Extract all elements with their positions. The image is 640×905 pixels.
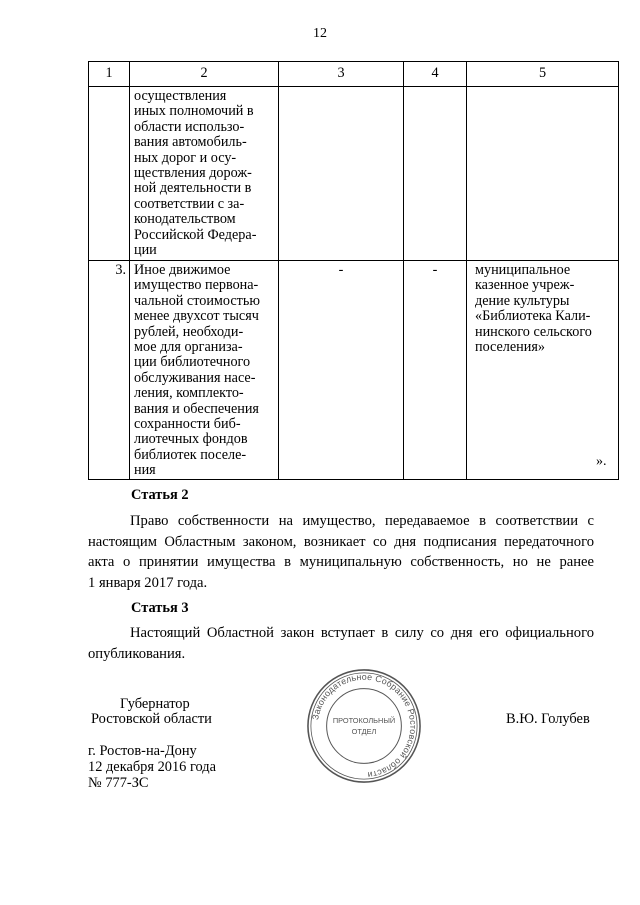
- cell-empty: [467, 87, 619, 261]
- text-line: вания и обеспечения: [134, 400, 259, 417]
- header-col-4: 4: [404, 62, 467, 87]
- cell-dash: -: [279, 261, 404, 480]
- table-header-row: [89, 62, 619, 87]
- text-line: нинского сельского: [475, 323, 592, 340]
- cell-property-description: [130, 87, 279, 261]
- text-line: конодательством: [134, 211, 236, 228]
- page-number: 12: [313, 26, 327, 41]
- cell-empty: [279, 87, 404, 261]
- text-line: «Библиотека Кали-: [475, 308, 591, 325]
- text-line: дение культуры: [475, 292, 570, 309]
- cell-dash: -: [404, 261, 467, 480]
- text-line: ных дорог и осу-: [134, 149, 237, 166]
- seal-stamp-icon: [305, 667, 423, 785]
- text-line: муниципальное: [475, 262, 571, 278]
- signatory-title-line2: Ростовской области: [91, 711, 212, 727]
- text-line: мое для организа-: [134, 339, 243, 356]
- law-number: № 777-ЗС: [88, 775, 149, 791]
- article-3-text: [88, 623, 594, 664]
- article-3-heading: Статья 3: [131, 600, 189, 616]
- text-line: ции: [134, 242, 157, 259]
- paragraph-line: настоящим Областным законом, возникает со дня подписания передаточного: [88, 533, 594, 550]
- table-row-3: [89, 261, 619, 480]
- paragraph-line: Настоящий Областной закон вступает в силу со дня его официального: [130, 625, 594, 641]
- text-line: осуществления: [134, 88, 227, 104]
- article-2-heading: Статья 2: [131, 487, 189, 503]
- text-line: ной деятельности в: [134, 180, 252, 197]
- header-col-2: 2: [130, 62, 279, 87]
- closing-quote-mark: ».: [596, 454, 607, 469]
- text-line: ния: [134, 462, 156, 479]
- cell-empty: [404, 87, 467, 261]
- text-line: чальной стоимостью: [134, 292, 260, 309]
- signatory-name: В.Ю. Голубев: [506, 711, 590, 727]
- cell-empty: [89, 87, 130, 261]
- header-col-5: 5: [467, 62, 619, 87]
- text-line: менее двухсот тысяч: [134, 308, 259, 325]
- signing-place: г. Ростов-на-Дону: [88, 743, 197, 759]
- seal-ring-text: Законодательное Собрание Ростовской области: [310, 671, 419, 781]
- header-col-1: 1: [89, 62, 130, 87]
- text-line: ществления дорож-: [134, 165, 252, 182]
- paragraph-line: акта о принятии имущества в муниципальную собственность, но не ранее: [88, 554, 594, 571]
- cell-property-description: [130, 261, 279, 480]
- text-line: вания автомобиль-: [134, 134, 247, 151]
- text-line: поселения»: [475, 339, 545, 356]
- text-line: ления, комплекто-: [134, 385, 244, 402]
- signatory-title-line1: Губернатор: [120, 696, 190, 712]
- property-table: [88, 61, 619, 480]
- text-line: сохранности биб-: [134, 416, 241, 433]
- text-line: иных полномочий в: [134, 103, 254, 120]
- paragraph-line: Право собственности на имущество, передаваемое в соответствии с: [130, 513, 594, 529]
- article-2-text: [88, 511, 594, 593]
- text-line: библиотек поселе-: [134, 446, 247, 463]
- row-number: 3.: [89, 261, 130, 480]
- text-line: Иное движимое: [134, 262, 231, 278]
- table-row-continuation: [89, 87, 619, 261]
- text-line: казенное учреж-: [475, 277, 575, 294]
- paragraph-line: опубликования.: [88, 645, 186, 662]
- text-line: Российской Федера-: [134, 226, 257, 243]
- text-line: рублей, необходи-: [134, 323, 244, 340]
- seal-center-line1: ПРОТОКОЛЬНЫЙ: [332, 716, 396, 726]
- text-line: ции библиотечного: [134, 354, 251, 371]
- header-col-3: 3: [279, 62, 404, 87]
- signing-date: 12 декабря 2016 года: [88, 759, 217, 775]
- text-line: имущество первона-: [134, 277, 259, 294]
- text-line: соответствии с за-: [134, 195, 245, 212]
- cell-recipient: [467, 261, 619, 480]
- text-line: обслуживания насе-: [134, 369, 256, 386]
- text-line: лиотечных фондов: [134, 431, 248, 448]
- paragraph-line: 1 января 2017 года.: [88, 574, 208, 591]
- text-line: области использо-: [134, 118, 245, 135]
- seal-center-line2: ОТДЕЛ: [351, 726, 377, 736]
